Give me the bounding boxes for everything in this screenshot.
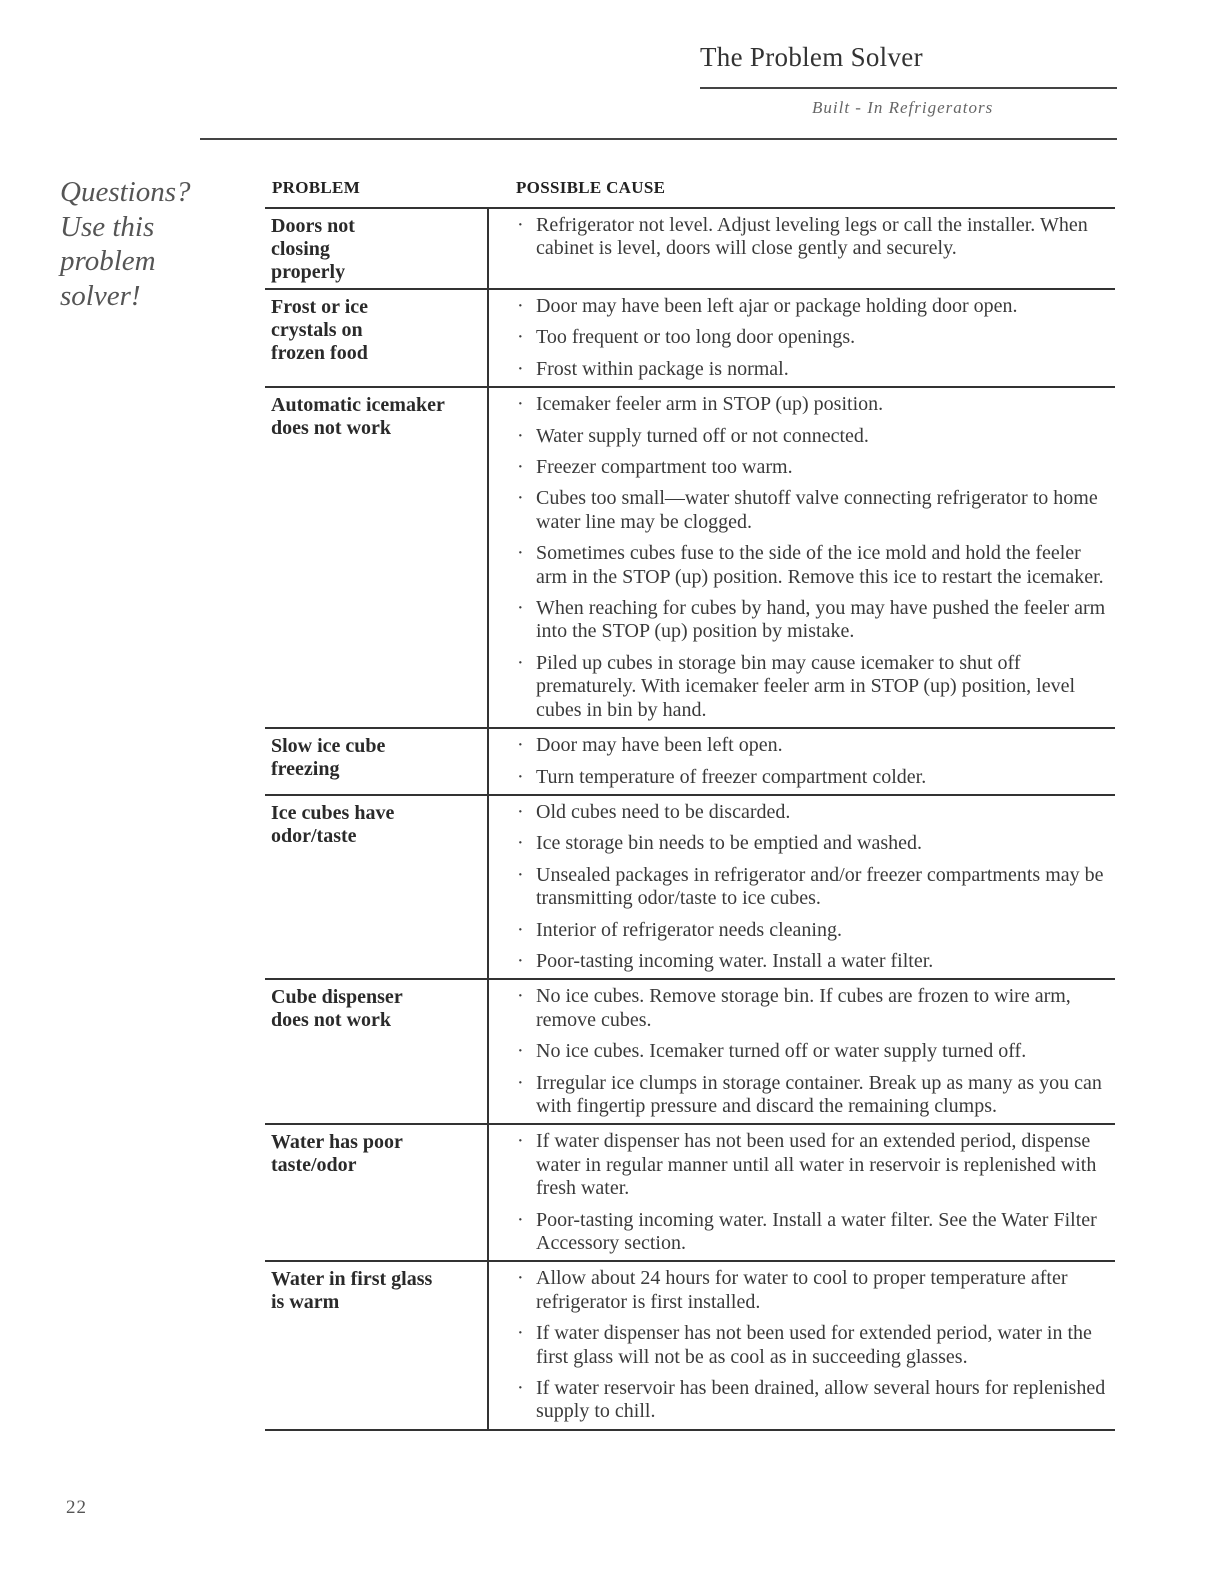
sidebar-line: solver! [60,279,141,312]
bullet-icon: · [517,597,524,620]
cause-item [511,1377,1115,1424]
cause-list [511,729,1115,794]
cause-text: No ice cubes. Icemaker turned off or water supply turned off. [536,1040,1027,1063]
cause-item [511,214,1115,261]
header-rule [700,87,1117,89]
bullet-icon: · [517,424,524,447]
cause-text: Icemaker feeler arm in STOP (up) position. [536,393,884,416]
bullet-icon: · [517,542,524,565]
cause-item [511,425,1115,448]
cause-text: Turn temperature of freezer compartment colder. [536,765,927,788]
bullet-icon: · [517,1040,524,1063]
bullet-icon: · [517,295,524,317]
bullet-icon: · [517,1208,524,1231]
problem-label: Cube dispenser does not work [271,986,403,1032]
sidebar-line: problem [60,245,156,277]
cause-text: Interior of refrigerator needs cleaning. [536,918,842,941]
sidebar-callout [60,175,191,313]
page-subtitle: Built - In Refrigerators [812,98,994,117]
cause-list [511,796,1115,978]
table-row [265,796,1115,980]
cause-text: Allow about 24 hours for water to cool to proper temperature after refrigerator is first installed. [536,1267,1068,1313]
cause-item [511,542,1115,589]
table-row [265,388,1115,729]
cause-text: Irregular ice clumps in storage container. Break up as many as you can with fingertip pressure and discard the remaining clumps. [536,1071,1102,1117]
table-row [265,209,1115,290]
cause-list [511,290,1115,386]
cause-text: When reaching for cubes by hand, you may have pushed the feeler arm into the STOP (up) position by mistake. [536,597,1106,643]
cause-text: Door may have been left open. [536,734,783,757]
problem-label: Ice cubes have odor/taste [271,801,395,847]
bullet-icon: · [517,985,524,1008]
problem-column-header: PROBLEM [272,178,361,197]
sidebar-line: Questions? [60,176,191,208]
bullet-icon: · [517,832,524,855]
page-number: 22 [66,1497,87,1518]
bullet-icon: · [517,918,524,941]
cause-text: Poor-tasting incoming water. Install a water filter. [536,949,934,972]
bullet-icon: · [517,326,524,349]
cause-item [511,1322,1115,1369]
cause-item [511,864,1115,911]
bullet-icon: · [517,765,524,788]
problem-solver-table [265,209,1115,1431]
sidebar-line: Use this [60,210,155,243]
bullet-icon: · [517,1130,524,1153]
cause-list [511,980,1115,1123]
cause-item [511,832,1115,855]
cause-text: Cubes too small—water shutoff valve connecting refrigerator to home water line may be clogged. [536,487,1098,533]
cause-text: Freezer compartment too warm. [536,456,793,479]
bullet-icon: · [517,949,524,972]
problem-label: Water in first glass is warm [271,1268,433,1314]
cause-text: Ice storage bin needs to be emptied and washed. [536,832,922,855]
cause-item [511,1130,1115,1200]
bullet-icon: · [517,214,524,236]
cause-text: Door may have been left ajar or package holding door open. [536,295,1018,317]
bullet-icon: · [517,393,524,416]
cause-item [511,985,1115,1032]
cause-column-header: POSSIBLE CAUSE [516,178,666,197]
cause-text: Frost within package is normal. [536,357,789,380]
cause-item [511,1209,1115,1256]
problem-label: Slow ice cube freezing [271,735,386,781]
bullet-icon: · [517,487,524,510]
cause-item [511,597,1115,644]
cause-text: Poor-tasting incoming water. Install a water filter. See the Water Filter Accessory section. [536,1208,1097,1254]
cause-text: Too frequent or too long door openings. [536,326,856,349]
cause-text: Water supply turned off or not connected. [536,424,869,447]
problem-label: Automatic icemaker does not work [271,394,445,440]
cause-item [511,1267,1115,1314]
page-title: The Problem Solver [700,42,923,72]
bullet-icon: · [517,456,524,479]
bullet-icon: · [517,357,524,380]
cause-list [511,1125,1115,1260]
problem-label: Doors not closing properly [271,215,355,283]
cause-item [511,326,1115,349]
cause-text: If water reservoir has been drained, allow several hours for replenished supply to chill. [536,1377,1106,1423]
cause-list [511,209,1115,266]
bullet-icon: · [517,1071,524,1094]
cause-text: Piled up cubes in storage bin may cause icemaker to shut off prematurely. With icemaker feeler arm in STOP (up) position, level cubes in bin by hand. [536,651,1076,721]
cause-item [511,652,1115,722]
cause-item [511,766,1115,789]
cause-item [511,393,1115,416]
cause-item [511,456,1115,479]
bullet-icon: · [517,1322,524,1345]
cause-item [511,950,1115,973]
bullet-icon: · [517,1377,524,1400]
cause-list [511,388,1115,727]
bullet-icon: · [517,863,524,886]
bullet-icon: · [517,734,524,757]
cause-text: No ice cubes. Remove storage bin. If cubes are frozen to wire arm, remove cubes. [536,985,1071,1031]
table-row [265,1262,1115,1430]
cause-item [511,487,1115,534]
bullet-icon: · [517,651,524,674]
cause-list [511,1262,1115,1428]
cause-item [511,734,1115,757]
table-row [265,729,1115,796]
problem-label: Water has poor taste/odor [271,1131,403,1177]
cause-text: If water dispenser has not been used for extended period, water in the first glass will not be as cool as in succeeding glasses. [536,1322,1092,1368]
table-row [265,980,1115,1125]
table-row [265,290,1115,388]
table-row [265,1125,1115,1262]
header-rule-full [200,138,1117,140]
cause-text: Refrigerator not level. Adjust leveling legs or call the installer. When cabinet is level, doors will close gently and securely. [536,214,1088,260]
cause-text: If water dispenser has not been used for an extended period, dispense water in regular manner until all water in reservoir is replenished with fresh water. [536,1130,1097,1200]
problem-label: Frost or ice crystals on frozen food [271,296,369,364]
cause-item [511,919,1115,942]
bullet-icon: · [517,1267,524,1290]
cause-text: Unsealed packages in refrigerator and/or freezer compartments may be transmitting odor/taste to ice cubes. [536,863,1104,910]
cause-item [511,358,1115,381]
cause-item [511,1040,1115,1063]
cause-item [511,801,1115,824]
cause-item [511,1072,1115,1119]
cause-item [511,295,1115,318]
bullet-icon: · [517,800,524,823]
cause-text: Sometimes cubes fuse to the side of the ice mold and hold the feeler arm in the STOP (up) position. Remove this ice to restart the icemaker. [536,542,1104,588]
cause-text: Old cubes need to be discarded. [536,800,791,823]
